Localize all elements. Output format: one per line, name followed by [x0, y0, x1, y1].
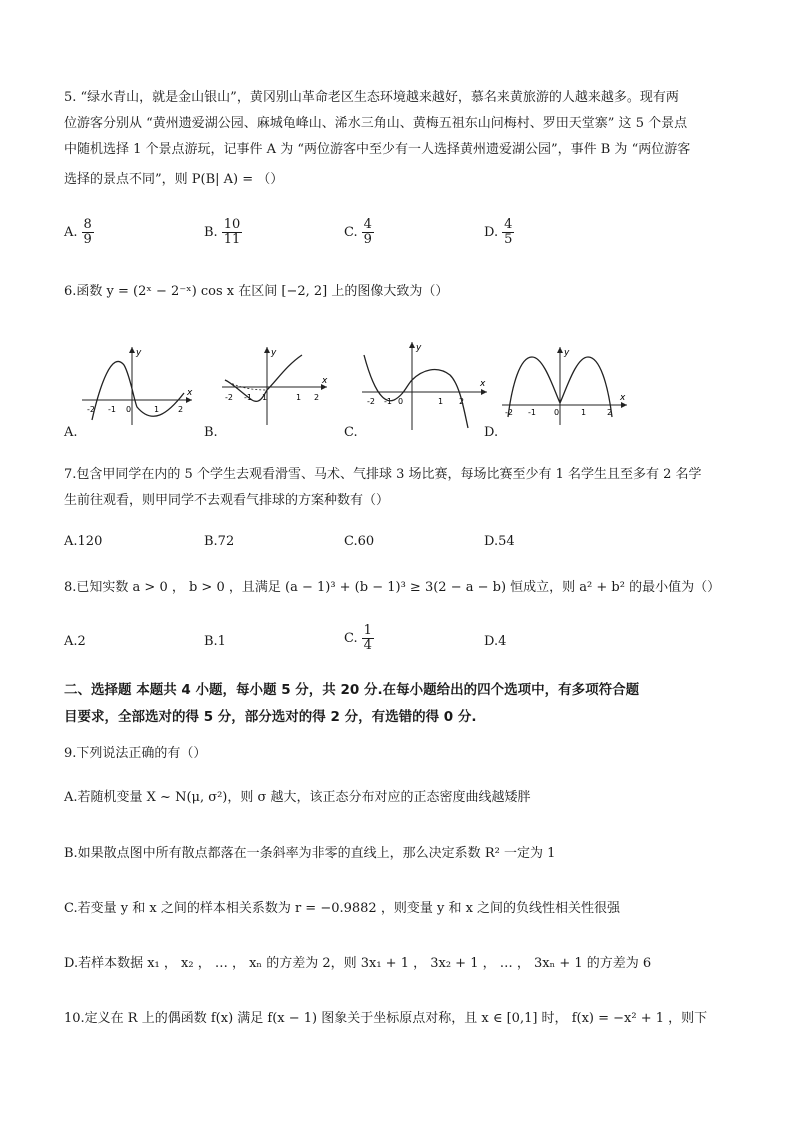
svg-text:-1: -1: [244, 393, 252, 402]
svg-text:1: 1: [154, 405, 160, 414]
q5-line-1: 5. “绿水青山，就是金山银山”，黄冈别山革命老区生态环境越来越好，慕名来黄旅游的人越来越多。现有两: [64, 90, 679, 105]
q8-option-d[interactable]: D.4: [484, 634, 507, 649]
graph-c-plot: [362, 340, 497, 430]
question-10: 10.定义在 R 上的偶函数 f(x) 满足 f(x − 1) 图象关于坐标原点对称，且 x ∈ [0,1] 时， f(x) = −x² + 1 ，则下: [64, 1011, 708, 1026]
svg-text:x: x: [480, 379, 486, 389]
q7-option-d[interactable]: D.54: [484, 534, 515, 549]
q8-option-a[interactable]: A.2: [64, 634, 86, 649]
svg-text:y: y: [564, 348, 570, 358]
q5-line-2: 位游客分别从 “黄州遗爱湖公园、麻城龟峰山、浠水三角山、黄梅五祖东山问梅村、罗田天堂寨” 这 5 个景点: [64, 116, 688, 132]
svg-text:-2: -2: [367, 397, 375, 406]
q6-graph-d[interactable]: D. y x -2 -1 0 1 2: [484, 345, 634, 440]
svg-text:x: x: [187, 388, 193, 398]
q7-options: [64, 532, 744, 572]
svg-text:2: 2: [314, 393, 320, 402]
section-2-line-2: 目要求，全部选对的得 5 分，部分选对的得 2 分，有选错的得 0 分.: [64, 708, 477, 725]
svg-text:-2: -2: [87, 405, 95, 414]
svg-text:-1: -1: [384, 397, 392, 406]
q5-line-4: 选择的景点不同”，则 P(B| A) = （）: [64, 172, 284, 188]
q7-option-a[interactable]: A.120: [64, 534, 103, 549]
q6-graph-c[interactable]: C. y x -2 -1 0 1 2: [344, 340, 494, 440]
q8-option-b[interactable]: B.1: [204, 634, 226, 649]
q7-option-c[interactable]: C.60: [344, 534, 375, 549]
svg-text:y: y: [136, 348, 142, 358]
svg-text:y: y: [416, 343, 422, 353]
section-2-header: [64, 680, 734, 728]
q5-options: [64, 218, 744, 258]
graph-b-plot: [222, 345, 342, 425]
question-6: 6.函数 y = (2ˣ − 2⁻ˣ) cos x 在区间 [−2, 2] 上的图像大致为（）: [64, 284, 449, 299]
svg-text:-1: -1: [528, 408, 536, 417]
q9-option-a[interactable]: A.若随机变量 X ~ N(μ, σ²)，则 σ 越大，该正态分布对应的正态密度曲线越矮胖: [64, 790, 531, 805]
q5-option-b[interactable]: B. $\frac{10}{11}$: [204, 217, 241, 248]
section-2-line-1: 二、选择题 本题共 4 小题，每小题 5 分，共 20 分.在每小题给出的四个选项中，有多项符合题: [64, 682, 640, 698]
svg-text:0: 0: [126, 405, 132, 414]
question-5: [64, 88, 734, 191]
question-9-stem: 9.下列说法正确的有（）: [64, 746, 207, 761]
svg-text:0: 0: [554, 408, 560, 417]
q8-options: [64, 624, 744, 664]
svg-text:-2: -2: [505, 408, 513, 417]
q9-option-d[interactable]: D.若样本数据 x₁ ， x₂ ， … ， xₙ 的方差为 2，则 3x₁ + 1 ， 3x₂ + 1 ， … ， 3xₙ + 1 的方差为 6: [64, 956, 652, 971]
q8-option-c[interactable]: C. $\frac{1}{4}$: [344, 623, 372, 654]
graph-a-plot: [82, 345, 212, 425]
svg-text:2: 2: [178, 405, 184, 414]
q7-option-b[interactable]: B.72: [204, 534, 235, 549]
question-7: [64, 465, 734, 511]
q6-graph-a[interactable]: A. y x -2 -1 0 1 2: [64, 345, 194, 440]
svg-text:1: 1: [581, 408, 587, 417]
question-8: 8.已知实数 a > 0 ， b > 0 ，且满足 (a − 1)³ + (b − 1)³ ≥ 3(2 − a − b) 恒成立，则 a² + b² 的最小值为（）: [64, 580, 721, 595]
graph-d-plot: [502, 345, 637, 425]
svg-text:1: 1: [438, 397, 444, 406]
svg-text:-2: -2: [225, 393, 233, 402]
q5-line-3: 中随机选择 1 个景点游玩，记事件 A 为 “两位游客中至少有一人选择黄州遗爱湖公园”，事件 B 为 “两位游客: [64, 142, 691, 158]
svg-text:1: 1: [262, 393, 268, 402]
svg-text:x: x: [322, 376, 328, 386]
q6-graph-b[interactable]: B. y x -2 -1 1 1 2: [204, 345, 334, 440]
svg-text:2: 2: [459, 397, 465, 406]
svg-text:0: 0: [398, 397, 404, 406]
q5-option-a[interactable]: A. $\frac{8}{9}$: [64, 217, 92, 248]
q9-option-c[interactable]: C.若变量 y 和 x 之间的样本相关系数为 r = −0.9882 ，则变量 y 和 x 之间的负线性相关性很强: [64, 901, 621, 916]
q7-line-2: 生前往观看，则甲同学不去观看气排球的方案种数有（）: [64, 493, 390, 509]
q7-line-1: 7.包含甲同学在内的 5 个学生去观看滑雪、马术、气排球 3 场比赛，每场比赛至少有 1 名学生且至多有 2 名学: [64, 467, 702, 482]
q9-option-b[interactable]: B.如果散点图中所有散点都落在一条斜率为非零的直线上，那么决定系数 R² 一定为 1: [64, 846, 556, 861]
svg-text:-1: -1: [108, 405, 116, 414]
svg-text:x: x: [620, 393, 626, 403]
q5-option-d[interactable]: D. $\frac{4}{5}$: [484, 217, 513, 248]
svg-text:2: 2: [607, 408, 613, 417]
svg-text:1: 1: [296, 393, 302, 402]
svg-text:y: y: [271, 348, 277, 358]
q5-option-c[interactable]: C. $\frac{4}{9}$: [344, 217, 372, 248]
